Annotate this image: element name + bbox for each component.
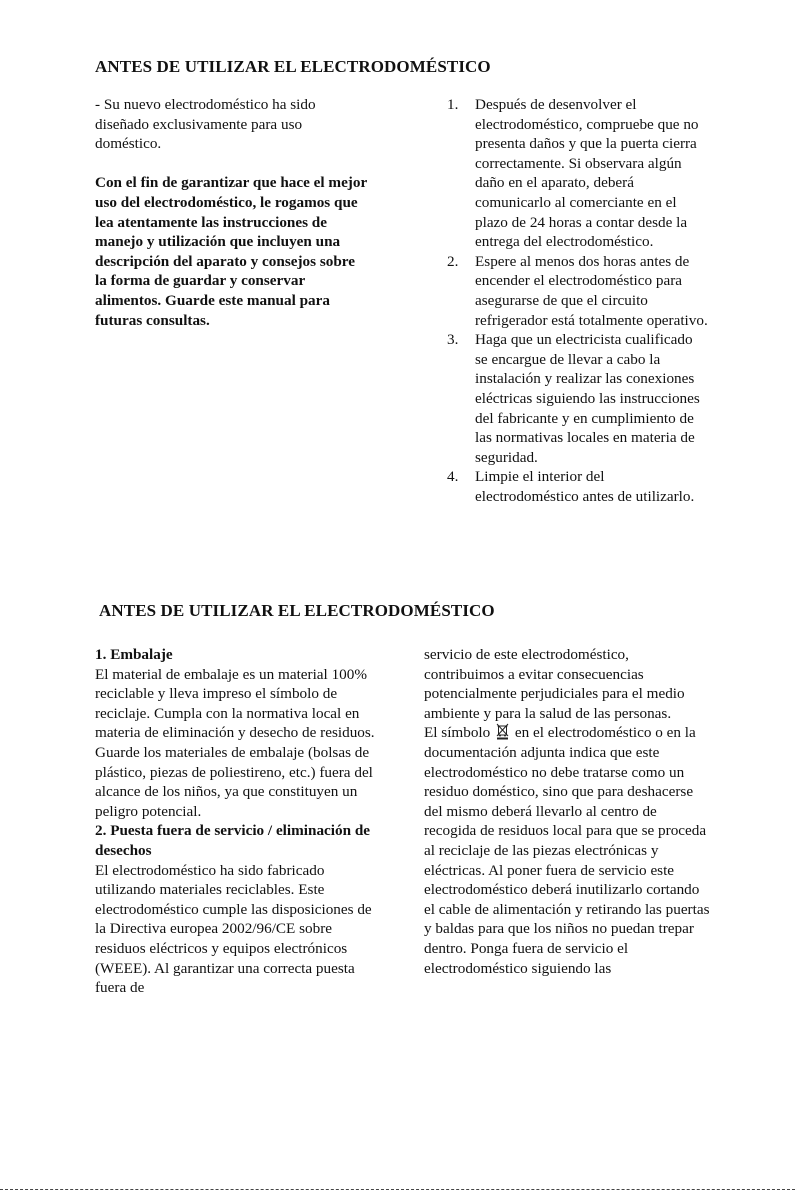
intro-column — [95, 95, 370, 330]
steps-list — [447, 95, 709, 506]
left-text-column — [95, 645, 380, 998]
step-text: Haga que un electricista cualificado se encargue de llevar a cabo la instalación y realizar las conexiones eléctricas siguiendo las instrucciones del fabricante y en cumplimiento de las normativas locales en materia de seguridad. — [475, 331, 700, 466]
overflow-spacer: servicio de este electrodoméstico, contribuimos a evitar consecuencias potencialmente perjudiciales para el medio ambiente y para la salud de las personas. — [424, 646, 685, 722]
step-text: Limpie el interior del electrodoméstico antes de utilizarlo. — [475, 468, 695, 505]
step-number: 1. — [447, 96, 459, 113]
list-item — [447, 252, 709, 330]
packaging-title: 1. Embalaje — [95, 646, 173, 663]
disposal-text-continued — [424, 645, 711, 723]
intro-text: - Su nuevo electrodoméstico ha sido diseñado exclusivamente para uso doméstico. — [95, 96, 316, 153]
list-item — [447, 467, 709, 506]
right-text-column — [424, 645, 711, 1041]
page-bottom-border — [0, 1189, 795, 1190]
list-item — [447, 95, 709, 252]
crossed-out-wheelie-bin-icon — [496, 723, 509, 740]
step-number: 4. — [447, 468, 459, 486]
symbol-lead-text: El símbolo — [424, 724, 491, 742]
list-item — [447, 330, 709, 467]
symbol-trailing-text: en el electrodoméstico o en la documentación adjunta indica que este electrodoméstico no debe tratarse como un residuo doméstico, sino que para deshacerse del mismo deberá llevarlo al centro de recogida de residuos local para que se proceda al reciclaje de las piezas electrónicas y eléctricas. Al poner fuera de servicio este electrodoméstico deberá inutilizarlo cortando el cable de alimentación y retirando las puertas y baldas para que los niños no puedan trepar dentro. Ponga fuera de servicio el electrodoméstico siguiendo las — [424, 724, 710, 977]
weee-symbol-paragraph — [424, 723, 711, 978]
packaging-text: El material de embalaje es un material 100% reciclable y lleva impreso el símbolo de reciclaje. Cumpla con la normativa local en materia de eliminación y desecho de residuos. Guarde los materiales de embalaje (bolsas de plástico, piezas de poliestireno, etc.) fuera del alcance de los niños, ya que constituyen un peligro potencial. — [95, 665, 375, 820]
section-heading: ANTES DE UTILIZAR EL ELECTRODOMÉSTICO — [95, 57, 491, 76]
step-text: Espere al menos dos horas antes de encender el electrodoméstico para asegurarse de que el circuito refrigerador está totalmente operativo. — [475, 252, 708, 329]
steps-column — [447, 95, 709, 506]
bold-notice: Con el fin de garantizar que hace el mejor uso del electrodoméstico, le rogamos que lea atentamente las instrucciones de manejo y utilización que incluyen una descripción del aparato y consejos sobre la forma de guardar y conservar alimentos. Guarde este manual para futuras consultas. — [95, 174, 367, 329]
step-text: Después de desenvolver el electrodoméstico, compruebe que no presenta daños y que la puerta cierra correctamente. Si observara algún daño en el aparato, deberá comunicarlo al comerciante en el plazo de 24 horas a contar desde la entrega del electrodoméstico. — [475, 96, 699, 251]
disposal-text: El electrodoméstico ha sido fabricado utilizando materiales reciclables. Este electrodoméstico cumple las disposiciones de la Directiva europea 2002/96/CE sobre residuos eléctricos y equipos electrónicos (WEEE). Al garantizar una correcta puesta fuera de — [95, 861, 372, 997]
step-number: 2. — [447, 252, 459, 270]
step-number: 3. — [447, 331, 459, 349]
disposal-title: 2. Puesta fuera de servicio / eliminación de desechos — [95, 822, 371, 859]
section-heading: ANTES DE UTILIZAR EL ELECTRODOMÉSTICO — [99, 601, 495, 620]
